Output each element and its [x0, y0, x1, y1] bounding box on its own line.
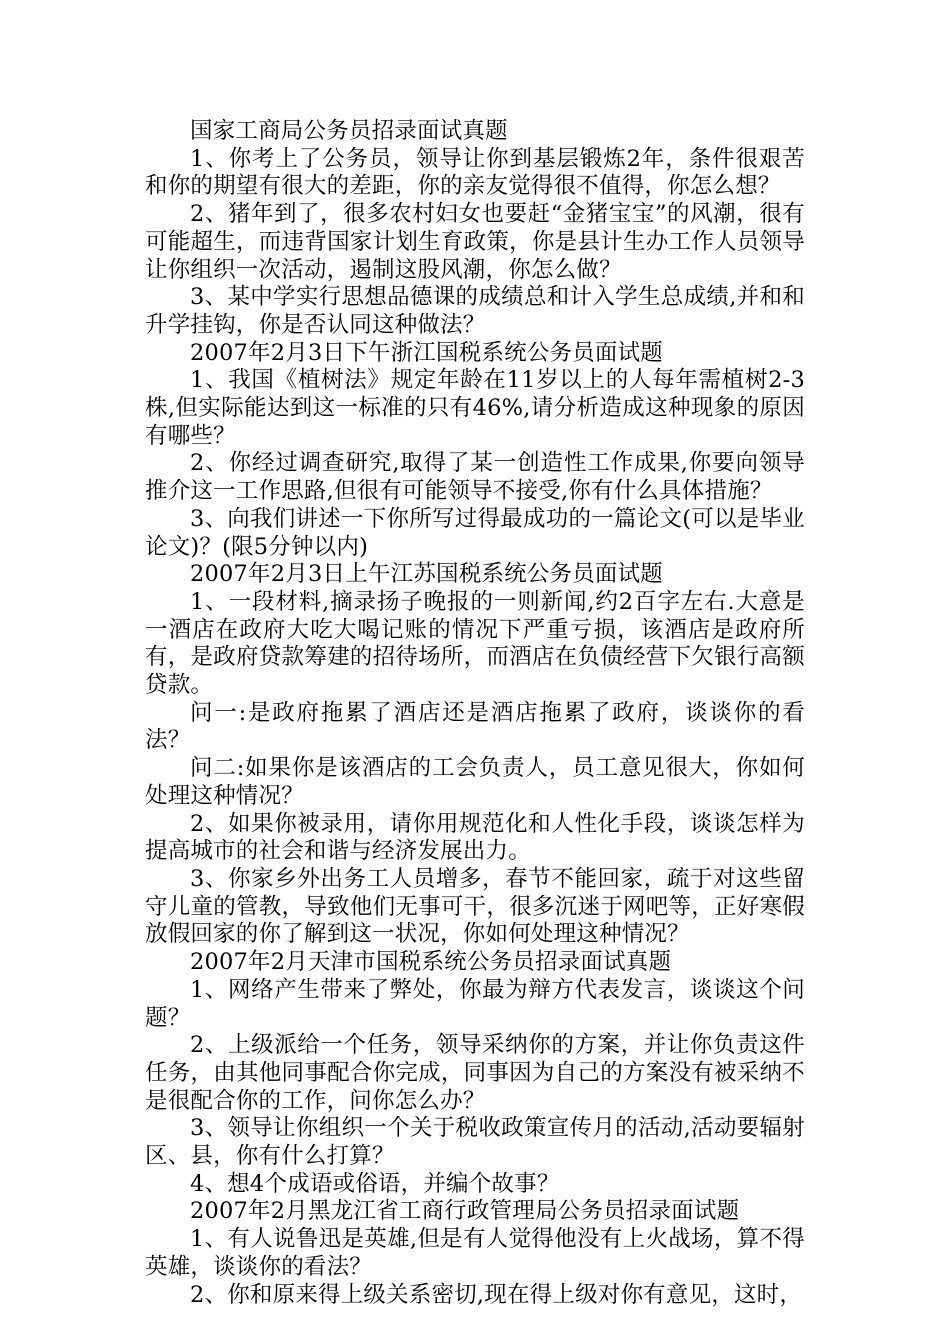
- question-paragraph: 1、我国《植树法》规定年龄在11岁以上的人每年需植树2-3株,但实际能达到这一标准的只有46%,请分析造成这种现象的原因有哪些？: [145, 367, 805, 449]
- question-paragraph: 2、猪年到了，很多农村妇女也要赶“金猪宝宝”的风潮，很有可能超生，而违背国家计划生育政策，你是县计生办工作人员领导让你组织一次活动，遏制这股风潮，你怎么做？: [145, 201, 805, 283]
- question-paragraph: 问二:如果你是该酒店的工会负责人，员工意见很大，你如何处理这种情况？: [145, 755, 805, 809]
- question-paragraph: 1、网络产生带来了弊处，你最为辩方代表发言，谈谈这个问题？: [145, 976, 805, 1031]
- question-paragraph: 3、某中学实行思想品德课的成绩总和计入学生总成绩,并和和升学挂钩，你是否认同这种做法？: [145, 284, 805, 338]
- question-paragraph: 3、领导让你组织一个关于税收政策宣传月的活动,活动要辐射区、县，你有什么打算？: [145, 1115, 805, 1170]
- question-paragraph: 2、上级派给一个任务，领导采纳你的方案，并让你负责这件任务，由其他同事配合你完成，同事因为自己的方案没有被采纳不是很配合你的工作，问你怎么办？: [145, 1032, 805, 1114]
- question-paragraph: 问一:是政府拖累了酒店还是酒店拖累了政府，谈谈你的看法？: [145, 699, 805, 754]
- question-paragraph: 1、一段材料,摘录扬子晚报的一则新闻,约2百字左右.大意是一酒店在政府大吃大喝记账的情况下严重亏损，该酒店是政府所有，是政府贷款筹建的招待场所，而酒店在负债经营下欠银行高额贷款。: [145, 588, 805, 699]
- section-heading: 2007年2月3日上午江苏国税系统公务员面试题: [190, 561, 663, 588]
- question-paragraph: 2、如果你被录用，请你用规范化和人性化手段，谈谈怎样为提高城市的社会和谐与经济发展出力。: [145, 810, 805, 865]
- section-heading: 2007年2月3日下午浙江国税系统公务员面试题: [190, 339, 663, 366]
- question-paragraph: 2、你经过调查研究,取得了某一创造性工作成果,你要向领导推介这一工作思路,但很有可能领导不接受,你有什么具体措施？: [145, 450, 805, 505]
- section-heading: 国家工商局公务员招录面试真题: [190, 118, 508, 144]
- section-heading: 2007年2月天津市国税系统公务员招录面试真题: [190, 949, 672, 976]
- question-paragraph: 3、向我们讲述一下你所写过得最成功的一篇论文(可以是毕业论文)？(限5分钟以内): [145, 505, 805, 560]
- question-paragraph: 1、有人说鲁迅是英雄,但是有人觉得他没有上火战场，算不得英雄，谈谈你的看法？: [145, 1226, 805, 1280]
- question-paragraph: 2、你和原来得上级关系密切,现在得上级对你有意见，这时，: [190, 1281, 803, 1308]
- document-body: [145, 118, 805, 1309]
- question-paragraph: 4、想4个成语或俗语，并编个故事？: [190, 1170, 560, 1197]
- question-paragraph: 1、你考上了公务员，领导让你到基层锻炼2年，条件很艰苦和你的期望有很大的差距，你的亲友觉得很不值得，你怎么想？: [145, 145, 805, 200]
- question-paragraph: 3、你家乡外出务工人员增多，春节不能回家，疏于对这些留守儿童的管教，导致他们无事可干，很多沉迷于网吧等，正好寒假放假回家的你了解到这一状况，你如何处理这种情况？: [145, 865, 805, 948]
- section-heading: 2007年2月黑龙江省工商行政管理局公务员招录面试题: [190, 1198, 740, 1225]
